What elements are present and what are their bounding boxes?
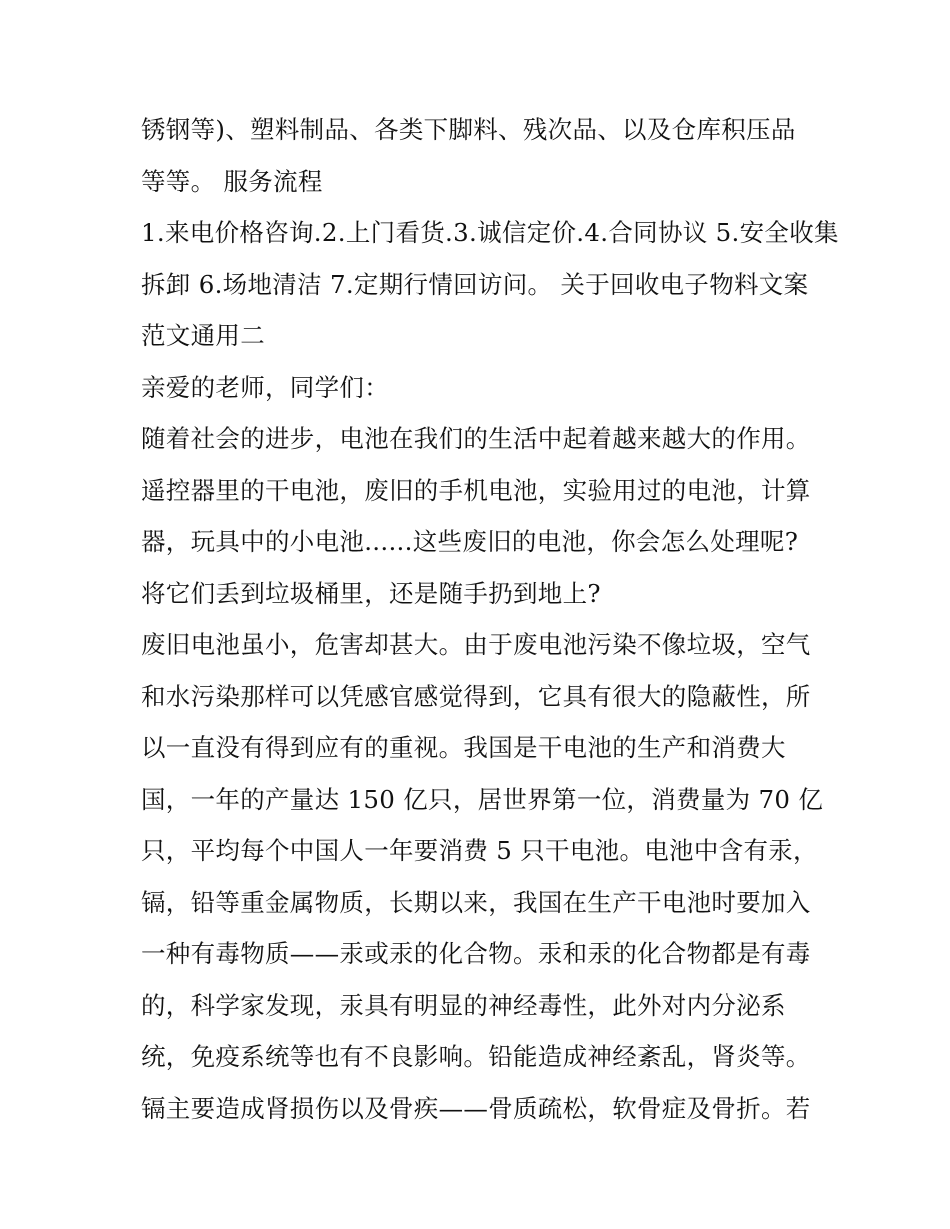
text-line: 亲爱的老师，同学们：: [141, 372, 389, 402]
text-line: 和水污染那样可以凭感官感觉得到，它具有很大的隐蔽性，所: [141, 681, 811, 711]
text-line: 等等。 服务流程: [141, 166, 323, 196]
text-line: 遥控器里的干电池，废旧的手机电池，实验用过的电池，计算: [141, 475, 811, 505]
text-line: 国，一年的产量达 150 亿只，居世界第一位，消费量为 70 亿: [141, 784, 824, 814]
text-line: 锈钢等)、塑料制品、各类下脚料、残次品、以及仓库积压品: [141, 115, 796, 144]
text-line: 镉主要造成肾损伤以及骨疾——骨质疏松，软骨症及骨折。若: [141, 1093, 811, 1123]
text-line: 只，平均每个中国人一年要消费 5 只干电池。电池中含有汞，: [141, 836, 818, 865]
text-line: 的，科学家发现，汞具有明显的神经毒性，此外对内分泌系: [141, 990, 786, 1020]
text-line: 拆卸 6.场地清洁 7.定期行情回访问。 关于回收电子物料文案: [141, 269, 809, 299]
text-line: 废旧电池虽小，危害却甚大。由于废电池污染不像垃圾，空气: [141, 630, 811, 659]
text-line: 将它们丢到垃圾桶里，还是随手扔到地上?: [141, 578, 601, 608]
text-line: 1.来电价格咨询.2.上门看货.3.诚信定价.4.合同协议 5.安全收集: [141, 218, 839, 247]
text-line: 一种有毒物质——汞或汞的化合物。汞和汞的化合物都是有毒: [141, 939, 811, 968]
text-line: 器，玩具中的小电池......这些废旧的电池，你会怎么处理呢?: [141, 527, 799, 556]
text-line: 镉，铅等重金属物质，长期以来，我国在生产干电池时要加入: [141, 887, 811, 917]
text-line: 范文通用二: [141, 321, 265, 350]
text-line: 以一直没有得到应有的重视。我国是干电池的生产和消费大: [141, 733, 786, 762]
text-line: 统，免疫系统等也有不良影响。铅能造成神经紊乱，肾炎等。: [141, 1042, 811, 1071]
body-text: [141, 104, 839, 1134]
text-line: 随着社会的进步，电池在我们的生活中起着越来越大的作用。: [141, 424, 811, 453]
